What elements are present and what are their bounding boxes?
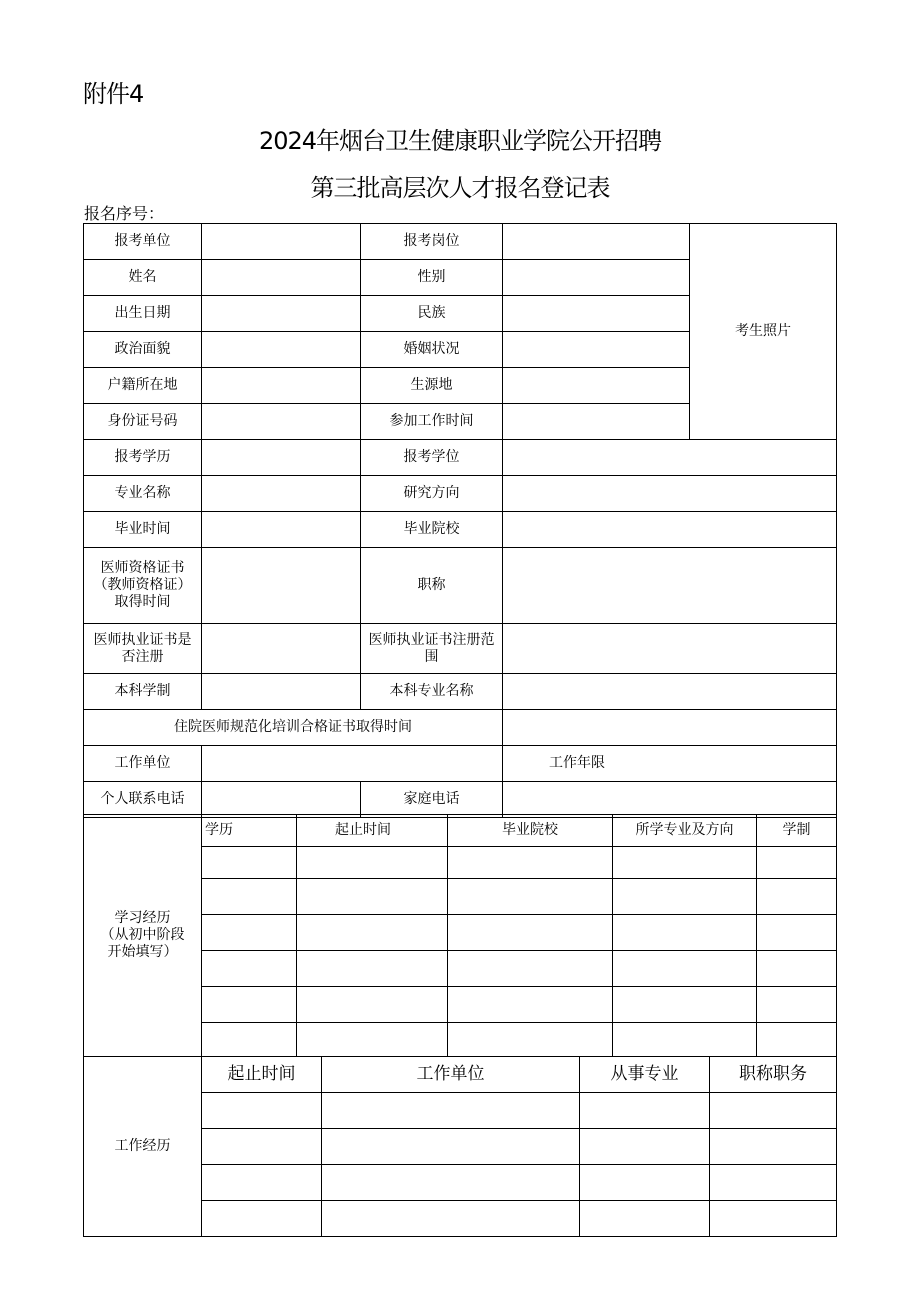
table-row bbox=[84, 512, 837, 548]
major-name-field[interactable] bbox=[202, 476, 361, 512]
edu-cell[interactable] bbox=[448, 1023, 613, 1057]
name-field[interactable] bbox=[202, 260, 361, 296]
work-cell[interactable] bbox=[322, 1093, 580, 1129]
edu-cell[interactable] bbox=[757, 915, 837, 951]
work-header-specialty: 从事专业 bbox=[580, 1057, 710, 1093]
label-id-number: 身份证号码 bbox=[84, 404, 202, 440]
work-cell[interactable] bbox=[322, 1129, 580, 1165]
edu-header-major: 所学专业及方向 bbox=[613, 815, 757, 847]
political-status-field[interactable] bbox=[202, 332, 361, 368]
edu-cell[interactable] bbox=[613, 951, 757, 987]
birth-date-field[interactable] bbox=[202, 296, 361, 332]
work-cell[interactable] bbox=[202, 1201, 322, 1237]
work-cell[interactable] bbox=[322, 1201, 580, 1237]
edu-cell[interactable] bbox=[297, 915, 448, 951]
work-cell[interactable] bbox=[322, 1165, 580, 1201]
edu-cell[interactable] bbox=[202, 951, 297, 987]
graduation-time-field[interactable] bbox=[202, 512, 361, 548]
ethnicity-field[interactable] bbox=[503, 296, 690, 332]
edu-cell[interactable] bbox=[297, 951, 448, 987]
label-practice-scope bbox=[361, 624, 503, 674]
practice-scope-line1: 医师执业证书注册范 bbox=[368, 631, 495, 648]
edu-cell[interactable] bbox=[613, 847, 757, 879]
table-row bbox=[84, 224, 837, 260]
edu-cell[interactable] bbox=[202, 879, 297, 915]
edu-cell[interactable] bbox=[202, 1023, 297, 1057]
table-row bbox=[84, 624, 837, 674]
label-major-name: 专业名称 bbox=[84, 476, 202, 512]
apply-post-field[interactable] bbox=[503, 224, 690, 260]
work-header-unit: 工作单位 bbox=[322, 1057, 580, 1093]
home-phone-field[interactable] bbox=[503, 782, 837, 818]
practice-registered-field[interactable] bbox=[202, 624, 361, 674]
label-practice-registered bbox=[84, 624, 202, 674]
edu-header-school: 毕业院校 bbox=[448, 815, 613, 847]
edu-header-degree: 学历 bbox=[202, 815, 297, 847]
label-apply-post: 报考岗位 bbox=[361, 224, 503, 260]
work-cell[interactable] bbox=[202, 1165, 322, 1201]
table-row bbox=[84, 815, 837, 847]
label-home-phone: 家庭电话 bbox=[361, 782, 503, 818]
table-row bbox=[84, 674, 837, 710]
gender-field[interactable] bbox=[503, 260, 690, 296]
apply-degree-field[interactable] bbox=[503, 440, 837, 476]
edu-cell[interactable] bbox=[757, 847, 837, 879]
practice-scope-line2: 围 bbox=[424, 648, 439, 665]
label-gender: 性别 bbox=[361, 260, 503, 296]
label-name: 姓名 bbox=[84, 260, 202, 296]
cert-label-line1: 医师资格证书 bbox=[100, 560, 185, 577]
marital-status-field[interactable] bbox=[503, 332, 690, 368]
edu-header-length: 学制 bbox=[757, 815, 837, 847]
apply-education-field[interactable] bbox=[202, 440, 361, 476]
table-row bbox=[84, 746, 837, 782]
edu-cell[interactable] bbox=[448, 847, 613, 879]
work-header-title: 职称职务 bbox=[710, 1057, 837, 1093]
table-row bbox=[84, 548, 837, 624]
edu-cell[interactable] bbox=[297, 1023, 448, 1057]
personal-phone-field[interactable] bbox=[202, 782, 361, 818]
edu-cell[interactable] bbox=[757, 951, 837, 987]
work-cell[interactable] bbox=[202, 1093, 322, 1129]
photo-box[interactable] bbox=[690, 224, 837, 440]
label-political-status: 政治面貌 bbox=[84, 332, 202, 368]
practice-registered-line1: 医师执业证书是 bbox=[93, 631, 192, 648]
label-qualification-cert-time bbox=[84, 548, 202, 624]
label-ethnicity: 民族 bbox=[361, 296, 503, 332]
edu-cell[interactable] bbox=[202, 987, 297, 1023]
edu-cell[interactable] bbox=[448, 987, 613, 1023]
edu-cell[interactable] bbox=[448, 915, 613, 951]
label-birth-date: 出生日期 bbox=[84, 296, 202, 332]
edu-cell[interactable] bbox=[297, 879, 448, 915]
work-header-period: 起止时间 bbox=[202, 1057, 322, 1093]
work-cell[interactable] bbox=[710, 1129, 837, 1165]
education-label-line2: （从初中阶段 bbox=[100, 927, 185, 944]
registration-info-table bbox=[83, 223, 837, 818]
table-row bbox=[84, 782, 837, 818]
label-residency-cert-time: 住院医师规范化培训合格证书取得时间 bbox=[84, 710, 503, 746]
label-work-unit: 工作单位 bbox=[84, 746, 202, 782]
graduation-school-field[interactable] bbox=[503, 512, 837, 548]
edu-header-period: 起止时间 bbox=[297, 815, 448, 847]
work-cell[interactable] bbox=[202, 1129, 322, 1165]
id-number-field[interactable] bbox=[202, 404, 361, 440]
edu-cell[interactable] bbox=[757, 987, 837, 1023]
label-apply-education: 报考学历 bbox=[84, 440, 202, 476]
education-section-label bbox=[84, 815, 202, 1057]
label-undergrad-major: 本科专业名称 bbox=[361, 674, 503, 710]
undergrad-length-field[interactable] bbox=[202, 674, 361, 710]
work-cell[interactable] bbox=[580, 1129, 710, 1165]
table-row bbox=[84, 1057, 837, 1093]
edu-cell[interactable] bbox=[448, 951, 613, 987]
edu-cell[interactable] bbox=[613, 879, 757, 915]
professional-title-field[interactable] bbox=[503, 548, 837, 624]
label-personal-phone: 个人联系电话 bbox=[84, 782, 202, 818]
edu-cell[interactable] bbox=[757, 879, 837, 915]
edu-cell[interactable] bbox=[297, 987, 448, 1023]
work-cell[interactable] bbox=[710, 1165, 837, 1201]
photo-label: 考生照片 bbox=[735, 323, 791, 340]
label-household-location: 户籍所在地 bbox=[84, 368, 202, 404]
label-professional-title: 职称 bbox=[361, 548, 503, 624]
label-graduation-school: 毕业院校 bbox=[361, 512, 503, 548]
practice-scope-field[interactable] bbox=[503, 624, 837, 674]
work-start-time-field[interactable] bbox=[503, 404, 690, 440]
work-history-table bbox=[83, 1056, 837, 1237]
education-label-line1: 学习经历 bbox=[114, 910, 171, 927]
label-origin: 生源地 bbox=[361, 368, 503, 404]
edu-cell[interactable] bbox=[613, 1023, 757, 1057]
edu-cell[interactable] bbox=[757, 1023, 837, 1057]
form-title-line2: 第三批高层次人才报名登记表 bbox=[310, 174, 610, 202]
practice-registered-line2: 否注册 bbox=[121, 648, 164, 665]
work-cell[interactable] bbox=[710, 1201, 837, 1237]
table-row bbox=[84, 710, 837, 746]
household-location-field[interactable] bbox=[202, 368, 361, 404]
cert-label-line2: （教师资格证） bbox=[93, 577, 192, 594]
work-cell[interactable] bbox=[580, 1165, 710, 1201]
education-history-table bbox=[83, 814, 837, 1057]
label-work-years: 工作年限 bbox=[503, 746, 837, 782]
label-undergrad-length: 本科学制 bbox=[84, 674, 202, 710]
research-direction-field[interactable] bbox=[503, 476, 837, 512]
undergrad-major-field[interactable] bbox=[503, 674, 837, 710]
edu-cell[interactable] bbox=[613, 915, 757, 951]
label-apply-unit: 报考单位 bbox=[84, 224, 202, 260]
education-label-line3: 开始填写） bbox=[107, 943, 178, 960]
label-work-start-time: 参加工作时间 bbox=[361, 404, 503, 440]
form-title-line1: 2024年烟台卫生健康职业学院公开招聘 bbox=[258, 127, 662, 155]
label-research-direction: 研究方向 bbox=[361, 476, 503, 512]
edu-cell[interactable] bbox=[202, 915, 297, 951]
origin-field[interactable] bbox=[503, 368, 690, 404]
work-unit-field[interactable] bbox=[202, 746, 503, 782]
residency-cert-time-field[interactable] bbox=[503, 710, 837, 746]
apply-unit-field[interactable] bbox=[202, 224, 361, 260]
qualification-cert-time-field[interactable] bbox=[202, 548, 361, 624]
work-cell[interactable] bbox=[580, 1201, 710, 1237]
label-apply-degree: 报考学位 bbox=[361, 440, 503, 476]
work-cell[interactable] bbox=[580, 1093, 710, 1129]
cert-label-line3: 取得时间 bbox=[114, 593, 171, 610]
table-row bbox=[84, 440, 837, 476]
label-graduation-time: 毕业时间 bbox=[84, 512, 202, 548]
table-row bbox=[84, 476, 837, 512]
serial-number-label: 报名序号： bbox=[84, 204, 165, 223]
edu-cell[interactable] bbox=[613, 987, 757, 1023]
edu-cell[interactable] bbox=[202, 847, 297, 879]
attachment-label: 附件4 bbox=[83, 80, 144, 108]
edu-cell[interactable] bbox=[448, 879, 613, 915]
label-marital-status: 婚姻状况 bbox=[361, 332, 503, 368]
work-section-label: 工作经历 bbox=[84, 1057, 202, 1237]
work-cell[interactable] bbox=[710, 1093, 837, 1129]
edu-cell[interactable] bbox=[297, 847, 448, 879]
